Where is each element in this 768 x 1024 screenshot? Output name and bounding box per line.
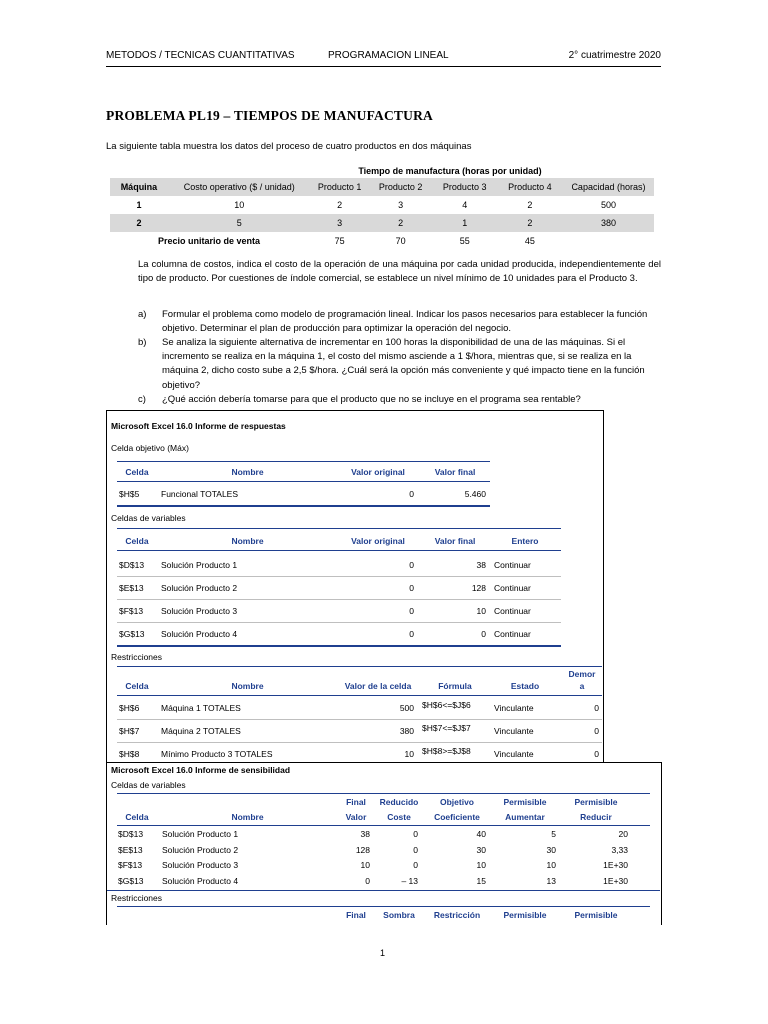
page-number: 1 xyxy=(380,948,386,958)
cell-formula: $H$8>=$J$8 xyxy=(422,746,471,756)
header-cell: Costo operativo ($ / unidad) xyxy=(168,178,311,196)
cell-ref: $F$13 xyxy=(119,606,144,616)
cell-value: 30 xyxy=(476,845,486,855)
table-price-row xyxy=(110,232,654,250)
cell-value: 30 xyxy=(546,845,556,855)
cell-ref: $H$7 xyxy=(119,726,140,736)
col-header: Valor de la celda xyxy=(344,681,412,691)
cell-value: 0 xyxy=(594,726,599,736)
table-cell: 500 xyxy=(600,200,616,210)
rule xyxy=(117,906,650,907)
cell-value: 0 xyxy=(413,845,418,855)
question-item-a xyxy=(138,308,661,336)
col-header: Valor final xyxy=(434,536,476,546)
table-row xyxy=(110,214,654,232)
col-header: Nombre xyxy=(231,681,264,691)
rule xyxy=(117,825,650,826)
col-header: Valor final xyxy=(434,467,476,477)
cell-value: 10 xyxy=(404,749,414,759)
item-text: ¿Qué acción debería tomarse para que el producto que no se incluye en el programa sea rentable? xyxy=(162,394,581,405)
cell-value: Continuar xyxy=(494,583,531,593)
col-header: Celda xyxy=(125,467,149,477)
col-header: Estado xyxy=(510,681,540,691)
cell-value: 0 xyxy=(594,749,599,759)
header-course: METODOS / TECNICAS CUANTITATIVAS xyxy=(106,50,295,61)
cell-value: Continuar xyxy=(494,560,531,570)
table-caption: Tiempo de manufactura (horas por unidad) xyxy=(358,166,542,176)
cell-value: – 13 xyxy=(401,876,418,886)
cell-name: Funcional TOTALES xyxy=(161,489,239,499)
header-cell: Producto 3 xyxy=(433,178,497,196)
cell-value: 13 xyxy=(546,876,556,886)
col-header: Valor xyxy=(345,812,367,822)
cell-value: 5 xyxy=(551,829,556,839)
cell-name: Solución Producto 1 xyxy=(161,560,238,570)
cell-ref: $G$13 xyxy=(119,629,145,639)
table-cell: 2 xyxy=(110,214,168,232)
cell-ref: $H$5 xyxy=(119,489,140,499)
cell-value: 128 xyxy=(471,583,486,593)
cell-value: 10 xyxy=(476,860,486,870)
item-label: b) xyxy=(138,337,147,348)
col-header: Celda xyxy=(125,681,149,691)
rule xyxy=(117,793,650,794)
sens-constraints-section-label: Restricciones xyxy=(111,893,163,903)
item-text: Se analiza la siguiente alternativa de incrementar en 100 horas la disponibilidad de una de las máquinas. Si el incremento se realiza en la máquina 1, el costo del mismo asciende a 1 $/hora, mientras que, si se realiza en la máquina 2, dicho costo sube a 2,5 $/hora. ¿Cuál será la opción más conveniente y qué impacto tiene en la función objetivo? xyxy=(162,337,645,391)
cell-value: 0 xyxy=(409,583,414,593)
cell-name: Máquina 2 TOTALES xyxy=(161,726,241,736)
col-header: Valor original xyxy=(351,467,405,477)
cell-value: 38 xyxy=(476,560,486,570)
sensitivity-report-box xyxy=(106,762,662,925)
cell-value: 0 xyxy=(413,829,418,839)
cell-value: 0 xyxy=(481,629,486,639)
col-header: Demor xyxy=(568,669,596,679)
header-cell: Producto 4 xyxy=(497,178,563,196)
cell-name: Mínimo Producto 3 TOTALES xyxy=(161,749,273,759)
rule xyxy=(107,890,660,891)
cell-value: 0 xyxy=(409,629,414,639)
cell-status: Vinculante xyxy=(494,726,534,736)
col-header: Restricción xyxy=(433,910,481,920)
cell-value: 20 xyxy=(618,829,628,839)
table-cell: 3 xyxy=(398,200,404,210)
cell-name: Solución Producto 4 xyxy=(162,876,239,886)
row-divider xyxy=(117,622,561,623)
cell-name: Solución Producto 2 xyxy=(161,583,238,593)
cell-value: 15 xyxy=(476,876,486,886)
objective-section-label: Celda objetivo (Máx) xyxy=(111,443,189,453)
price-cell: 45 xyxy=(524,236,535,246)
table-cell: 3 xyxy=(311,214,369,232)
price-cell: 55 xyxy=(459,236,470,246)
header-divider xyxy=(106,66,661,67)
header-topic: PROGRAMACION LINEAL xyxy=(328,50,449,61)
item-label: a) xyxy=(138,309,147,320)
cell-value: 0 xyxy=(409,606,414,616)
cell-value: 10 xyxy=(360,860,370,870)
rule xyxy=(117,528,561,529)
cell-value: 1E+30 xyxy=(603,876,628,886)
cell-value: Continuar xyxy=(494,606,531,616)
sens-variables-section-label: Celdas de variables xyxy=(111,780,186,790)
cell-value: 40 xyxy=(476,829,486,839)
header-cell: Capacidad (horas) xyxy=(563,178,654,196)
cell-status: Vinculante xyxy=(494,703,534,713)
description-paragraph: La columna de costos, indica el costo de la operación de una máquina por cada unidad producida, independientemente del tipo de producto. Por cuestiones de índole comercial, se establece un nivel mínimo de 10 unidades para el Producto 3. xyxy=(138,259,661,285)
cell-status: Vinculante xyxy=(494,749,534,759)
cell-value: 0 xyxy=(409,560,414,570)
cell-name: Solución Producto 3 xyxy=(162,860,239,870)
variables-section-label: Celdas de variables xyxy=(111,513,186,523)
table-cell: 1 xyxy=(433,214,497,232)
sensitivity-report-title: Microsoft Excel 16.0 Informe de sensibilidad xyxy=(111,765,291,775)
table-cell: 4 xyxy=(462,200,468,210)
table-cell: 2 xyxy=(527,200,533,210)
col-header: Permisible xyxy=(574,910,618,920)
manufacturing-table xyxy=(110,178,654,250)
col-header: Nombre xyxy=(231,467,264,477)
rule xyxy=(117,461,490,462)
question-item-c xyxy=(138,393,661,407)
cell-value: 0 xyxy=(409,489,414,499)
rule xyxy=(117,695,602,696)
col-header: Nombre xyxy=(231,536,264,546)
row-divider xyxy=(117,599,561,600)
cell-value: 0 xyxy=(413,860,418,870)
table-cell: 5 xyxy=(168,214,311,232)
item-text: Formular el problema como modelo de programación lineal. Indicar los pasos necesarios para establecer la función objetivo. Determinar el plan de producción para optimizar la operación del negocio. xyxy=(162,309,648,335)
cell-value: 38 xyxy=(360,829,370,839)
col-header: Final xyxy=(346,797,366,807)
col-header: Objetivo xyxy=(439,797,474,807)
table-cell: 1 xyxy=(136,200,142,210)
col-header: Reducido xyxy=(379,797,419,807)
page-title: PROBLEMA PL19 – TIEMPOS DE MANUFACTURA xyxy=(106,108,433,123)
cell-value: 0 xyxy=(365,876,370,886)
cell-ref: $H$6 xyxy=(119,703,140,713)
table-cell: 2 xyxy=(337,200,343,210)
cell-name: Solución Producto 1 xyxy=(162,829,239,839)
col-header: Valor original xyxy=(351,536,405,546)
cell-name: Solución Producto 4 xyxy=(161,629,238,639)
col-header: Celda xyxy=(125,536,149,546)
rule xyxy=(117,550,561,551)
cell-value: 1E+30 xyxy=(603,860,628,870)
cell-value: 128 xyxy=(355,845,370,855)
cell-value: 10 xyxy=(476,606,486,616)
header-cell: Producto 2 xyxy=(369,178,433,196)
cell-value: 3,33 xyxy=(611,845,628,855)
table-cell: 2 xyxy=(369,214,433,232)
cell-formula: $H$7<=$J$7 xyxy=(422,723,471,733)
item-label: c) xyxy=(138,394,146,405)
cell-ref: $D$13 xyxy=(119,560,145,570)
col-header: Permisible xyxy=(503,797,547,807)
col-header: Fórmula xyxy=(438,681,472,691)
table-cell xyxy=(563,232,654,250)
rule xyxy=(117,505,490,507)
table-header-row xyxy=(110,178,654,196)
cell-ref: $D$13 xyxy=(118,829,144,839)
table-cell: 380 xyxy=(563,214,654,232)
answer-report-title: Microsoft Excel 16.0 Informe de respuestas xyxy=(111,421,286,431)
table-cell: 10 xyxy=(234,200,245,210)
row-divider xyxy=(117,742,602,743)
cell-ref: $E$13 xyxy=(118,845,143,855)
cell-formula: $H$6<=$J$6 xyxy=(422,700,471,710)
rule xyxy=(117,666,602,667)
header-cell: Máquina xyxy=(110,178,168,196)
rule xyxy=(117,645,561,647)
price-cell: 70 xyxy=(395,236,406,246)
cell-ref: $H$8 xyxy=(119,749,140,759)
cell-value: 5.460 xyxy=(464,489,486,499)
price-label: Precio unitario de venta xyxy=(158,236,261,246)
col-header: Reducir xyxy=(580,812,612,822)
price-cell: 75 xyxy=(334,236,345,246)
col-header: Coeficiente xyxy=(434,812,480,822)
header-term: 2° cuatrimestre 2020 xyxy=(568,50,661,61)
cell-value: 0 xyxy=(594,703,599,713)
col-header: Nombre xyxy=(231,812,264,822)
cell-name: Solución Producto 2 xyxy=(162,845,239,855)
col-header: Celda xyxy=(125,812,149,822)
col-header: Aumentar xyxy=(505,812,545,822)
table-row xyxy=(110,196,654,214)
cell-value: 500 xyxy=(399,703,414,713)
col-header: Coste xyxy=(387,812,411,822)
cell-value: 10 xyxy=(546,860,556,870)
col-header: Entero xyxy=(511,536,539,546)
intro-text: La siguiente tabla muestra los datos del proceso de cuatro productos en dos máquinas xyxy=(106,141,472,152)
header-cell: Producto 1 xyxy=(311,178,369,196)
cell-name: Solución Producto 3 xyxy=(161,606,238,616)
cell-ref: $E$13 xyxy=(119,583,144,593)
cell-value: Continuar xyxy=(494,629,531,639)
rule xyxy=(117,481,490,482)
question-item-b xyxy=(138,336,661,392)
col-header: Final xyxy=(346,910,366,920)
col-header: Sombra xyxy=(383,910,415,920)
cell-value: 380 xyxy=(399,726,414,736)
cell-ref: $G$13 xyxy=(118,876,144,886)
row-divider xyxy=(117,576,561,577)
table-cell: 2 xyxy=(497,214,563,232)
col-header: a xyxy=(579,681,585,691)
col-header: Permisible xyxy=(503,910,547,920)
cell-name: Máquina 1 TOTALES xyxy=(161,703,241,713)
col-header: Permisible xyxy=(574,797,618,807)
cell-ref: $F$13 xyxy=(118,860,143,870)
row-divider xyxy=(117,719,602,720)
constraints-section-label: Restricciones xyxy=(111,652,163,662)
